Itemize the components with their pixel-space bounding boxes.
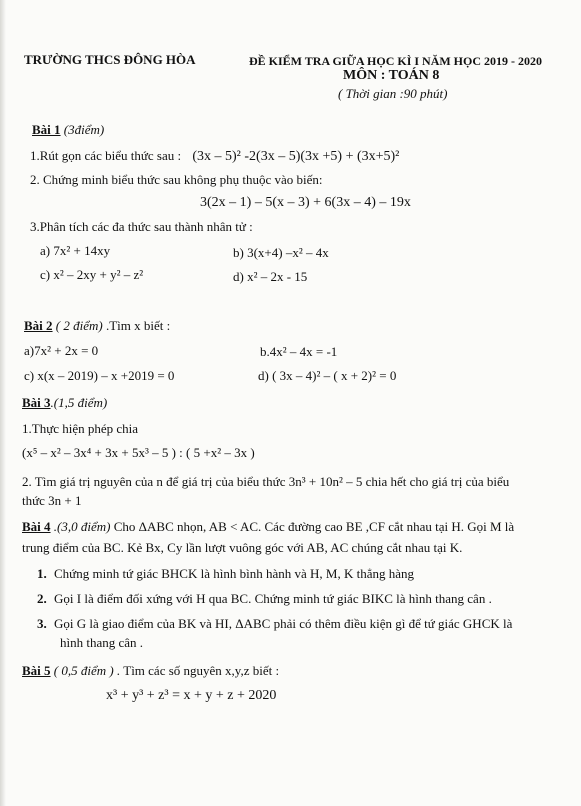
bai1-q2-text: 2. Chứng minh biểu thức sau không phụ thuộc vào biến: [30,172,323,187]
bai5-points: ( 0,5 điểm ) . [50,663,121,678]
bai2-a: a)7x² + 2x = 0 [24,343,99,358]
bai4-item-2-text: Gọi I là điểm đối xứng với H qua BC. Chứng minh tứ giác BIKC là hình thang cân . [54,591,492,606]
bai4-item-1-text: Chứng minh tứ giác BHCK là hình bình hành và H, M, K thẳng hàng [54,566,415,581]
bai3-q1-expr: (x⁵ – x² – 3x⁴ + 3x + 5x³ – 5 ) : ( 5 +x² – 3x ) [22,445,255,460]
bai1-q3c: c) x² – 2xy + y² – z² [40,267,144,282]
bai1-label: Bài 1 [32,122,61,137]
bai3-heading [22,395,107,411]
bai3-q1-text: 1.Thực hiện phép chia [22,421,139,436]
bai5-expr: x³ + y³ + z³ = x + y + z + 2020 [106,688,277,703]
bai2-heading [24,318,170,334]
bai4-item-1 [37,566,414,582]
bai4-label: Bài 4 [22,519,51,534]
bai4-item-2 [37,591,492,607]
exam-time: ( Thời gian :90 phút) [338,86,448,101]
bai1-q2-expr: 3(2x – 1) – 5(x – 3) + 6(3x – 4) – 19x [200,195,411,210]
bai5-intro: Tìm các số nguyên x,y,z biết : [120,663,280,678]
bai2-intro: .Tìm x biết : [102,318,171,333]
bai3-q2-line2: thức 3n + 1 [22,493,82,508]
school-name: TRƯỜNG THCS ĐÔNG HÒA [24,52,196,67]
bai1-q1-text: 1.Rút gọn các biểu thức sau : [30,148,182,163]
bai4-item-2-num: 2. [37,591,47,606]
bai3-q2-line1: 2. Tìm giá trị nguyên của n để giá trị của biểu thức 3n³ + 10n² – 5 chia hết cho giá trị của biểu [22,474,510,489]
bai1-q1-expr: (3x – 5)² -2(3x – 5)(3x +5) + (3x+5)² [192,149,400,164]
bai2-points: ( 2 điểm) [52,318,103,333]
bai4-item-3-text-cont: hình thang cân . [60,635,144,650]
bai4-item-3-text: Gọi G là giao điểm của BK và HI, ΔABC phải có thêm điều kiện gì để tứ giác GHCK là [54,616,513,631]
bai3-label: Bài 3 [22,395,51,410]
scan-edge-shadow [0,0,6,806]
bai2-d: d) ( 3x – 4)² – ( x + 2)² = 0 [258,368,397,383]
bai4-item-1-num: 1. [37,566,47,581]
bai1-q3a: a) 7x² + 14xy [40,243,111,258]
exam-subject: MÔN : TOÁN 8 [343,68,440,83]
bai1-heading [32,122,104,138]
bai5-heading [22,663,279,679]
bai4-intro-line1: Cho ΔABC nhọn, AB < AC. Các đường cao BE ,CF cắt nhau tại H. Gọi M là [110,519,515,534]
bai2-b: b.4x² – 4x = -1 [260,344,338,359]
bai3-points: .(1,5 điểm) [50,395,108,410]
bai4-points: .(3,0 điểm) [50,519,111,534]
bai4-item-3-num: 3. [37,616,47,631]
bai5-label: Bài 5 [22,663,51,678]
bai1-q3d: d) x² – 2x - 15 [233,269,308,284]
bai1-q1 [30,148,399,165]
bai2-label: Bài 2 [24,318,53,333]
bai4-heading [22,519,514,535]
bai1-q3-text: 3.Phân tích các đa thức sau thành nhân tử : [30,219,253,234]
bai4-intro-line2: trung điểm của BC. Kẻ Bx, Cy lần lượt vuông góc với AB, AC chúng cắt nhau tại K. [22,540,463,555]
bai1-points: (3điểm) [60,122,105,137]
exam-title: ĐỀ KIỂM TRA GIỮA HỌC KÌ I NĂM HỌC 2019 - 2020 [249,54,543,68]
bai2-c: c) x(x – 2019) – x +2019 = 0 [24,368,175,383]
bai1-q3b: b) 3(x+4) –x² – 4x [233,245,329,260]
bai4-item-3 [37,616,512,632]
